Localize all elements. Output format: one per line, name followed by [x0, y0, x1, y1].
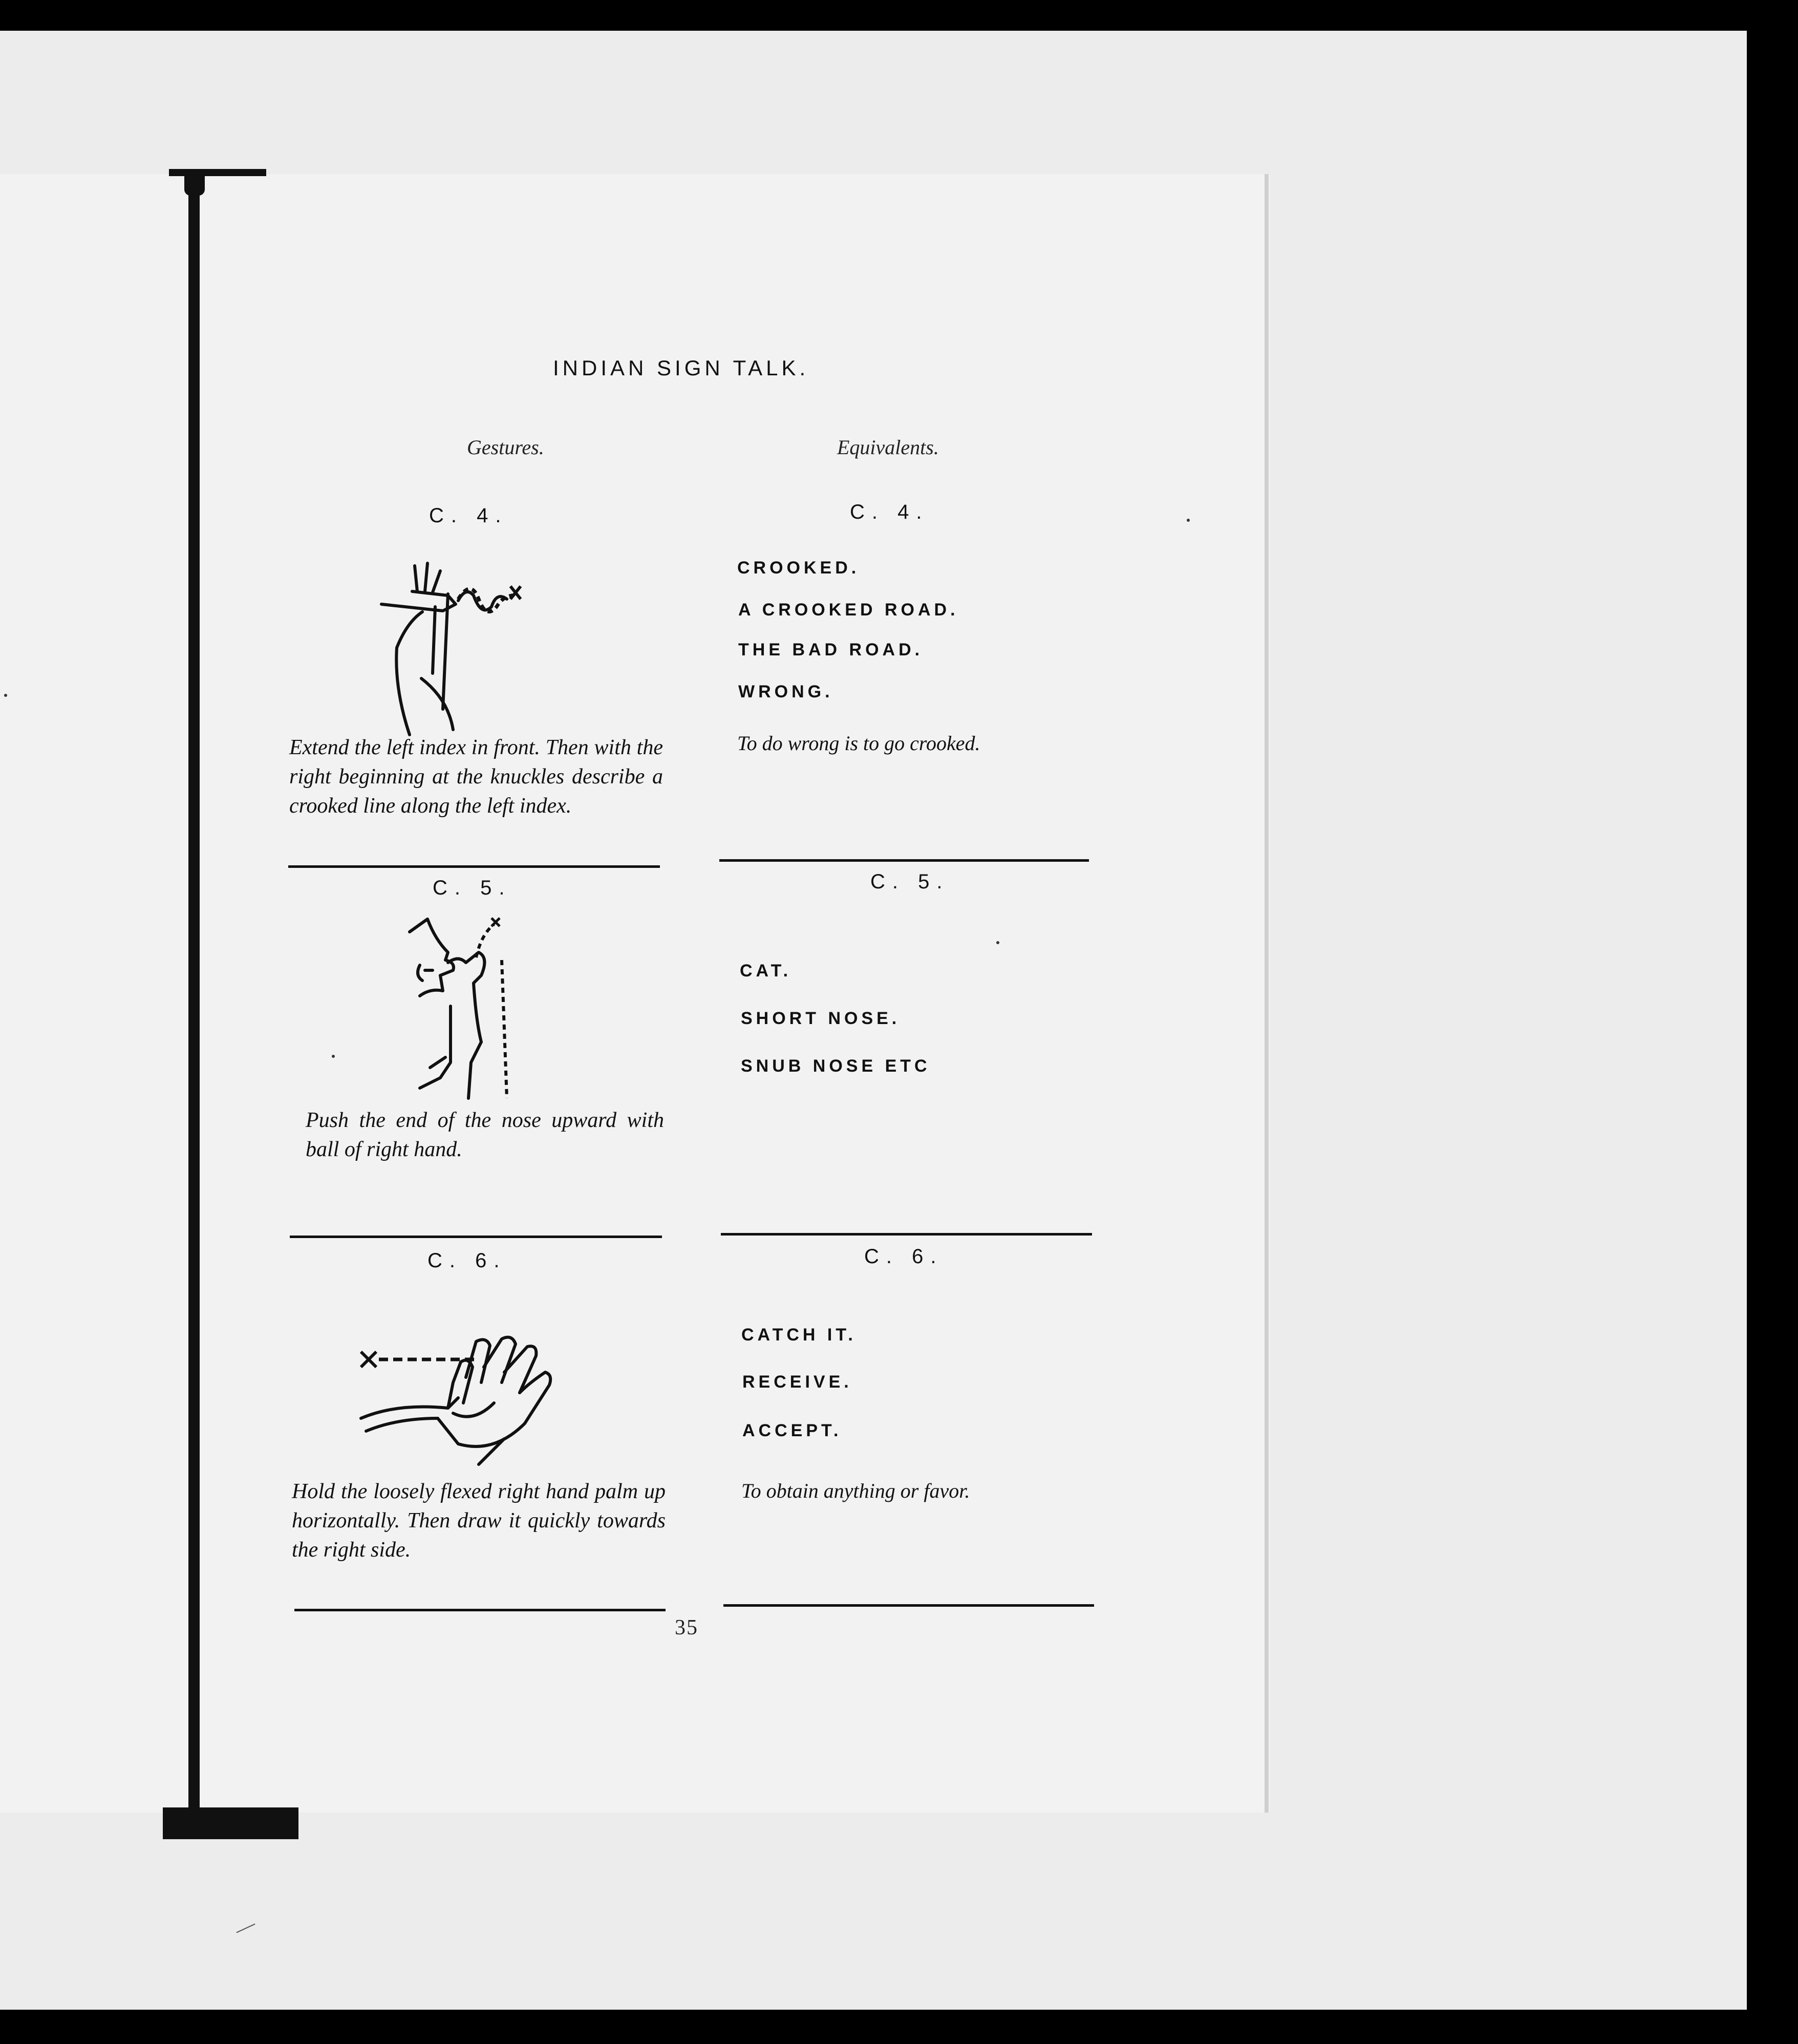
scan-speck: [1187, 519, 1190, 522]
equivalent-term: CROOKED.: [737, 558, 860, 578]
entry-description: Extend the left index in front. Then with the right beginning at the knuckles describe a crooked line along the left index.: [289, 736, 663, 818]
scan-speck: [332, 1055, 335, 1058]
binding-clip-foot: [163, 1807, 298, 1839]
entry-label-equivalent: C. 6.: [864, 1245, 944, 1268]
entry-label-gesture: C. 4.: [429, 504, 508, 527]
divider-rule: [290, 1236, 662, 1238]
scan-speck: [4, 694, 7, 697]
page-number: 35: [675, 1616, 698, 1640]
binding-clip-top: [169, 169, 266, 176]
divider-rule: [288, 865, 660, 868]
entry-label-gesture: C. 5.: [433, 877, 512, 899]
column-heading-equivalents: Equivalents.: [837, 436, 939, 459]
entry-label-equivalent: C. 5.: [870, 870, 950, 893]
equivalent-term: CAT.: [740, 961, 792, 981]
equivalent-term: CATCH IT.: [741, 1325, 857, 1345]
equivalent-note: To obtain anything or favor.: [741, 1479, 970, 1502]
binding-clip-bar: [188, 174, 200, 1813]
leaf-edge: [1265, 174, 1269, 1813]
equivalent-term: SHORT NOSE.: [741, 1009, 901, 1028]
divider-rule: [723, 1604, 1094, 1607]
equivalent-note: To do wrong is to go crooked.: [737, 732, 980, 755]
hand-nose-gesture-figure: [399, 909, 553, 1101]
divider-rule: [294, 1609, 666, 1611]
hand-catch-gesture-figure: [356, 1321, 602, 1470]
equivalent-term: SNUB NOSE ETC: [741, 1056, 931, 1076]
equivalent-term: ACCEPT.: [742, 1421, 842, 1440]
column-heading-gestures: Gestures.: [467, 436, 544, 459]
divider-rule: [721, 1233, 1092, 1236]
equivalent-term: A CROOKED ROAD.: [738, 600, 959, 620]
entry-description: Hold the loosely flexed right hand palm up horizontally. Then draw it quickly towards the right side.: [292, 1480, 666, 1562]
entry-label-equivalent: C. 4.: [850, 501, 929, 523]
page-heading: INDIAN SIGN TALK.: [553, 356, 809, 380]
hand-crooked-gesture-figure: [371, 535, 576, 740]
entry-label-gesture: C. 6.: [427, 1249, 507, 1272]
equivalent-term: WRONG.: [738, 682, 833, 701]
divider-rule: [719, 859, 1089, 862]
equivalent-term: THE BAD ROAD.: [738, 640, 924, 659]
scan-speck: [996, 941, 999, 944]
equivalent-term: RECEIVE.: [742, 1372, 852, 1392]
entry-description: Push the end of the nose upward with ball of right hand.: [306, 1109, 664, 1161]
